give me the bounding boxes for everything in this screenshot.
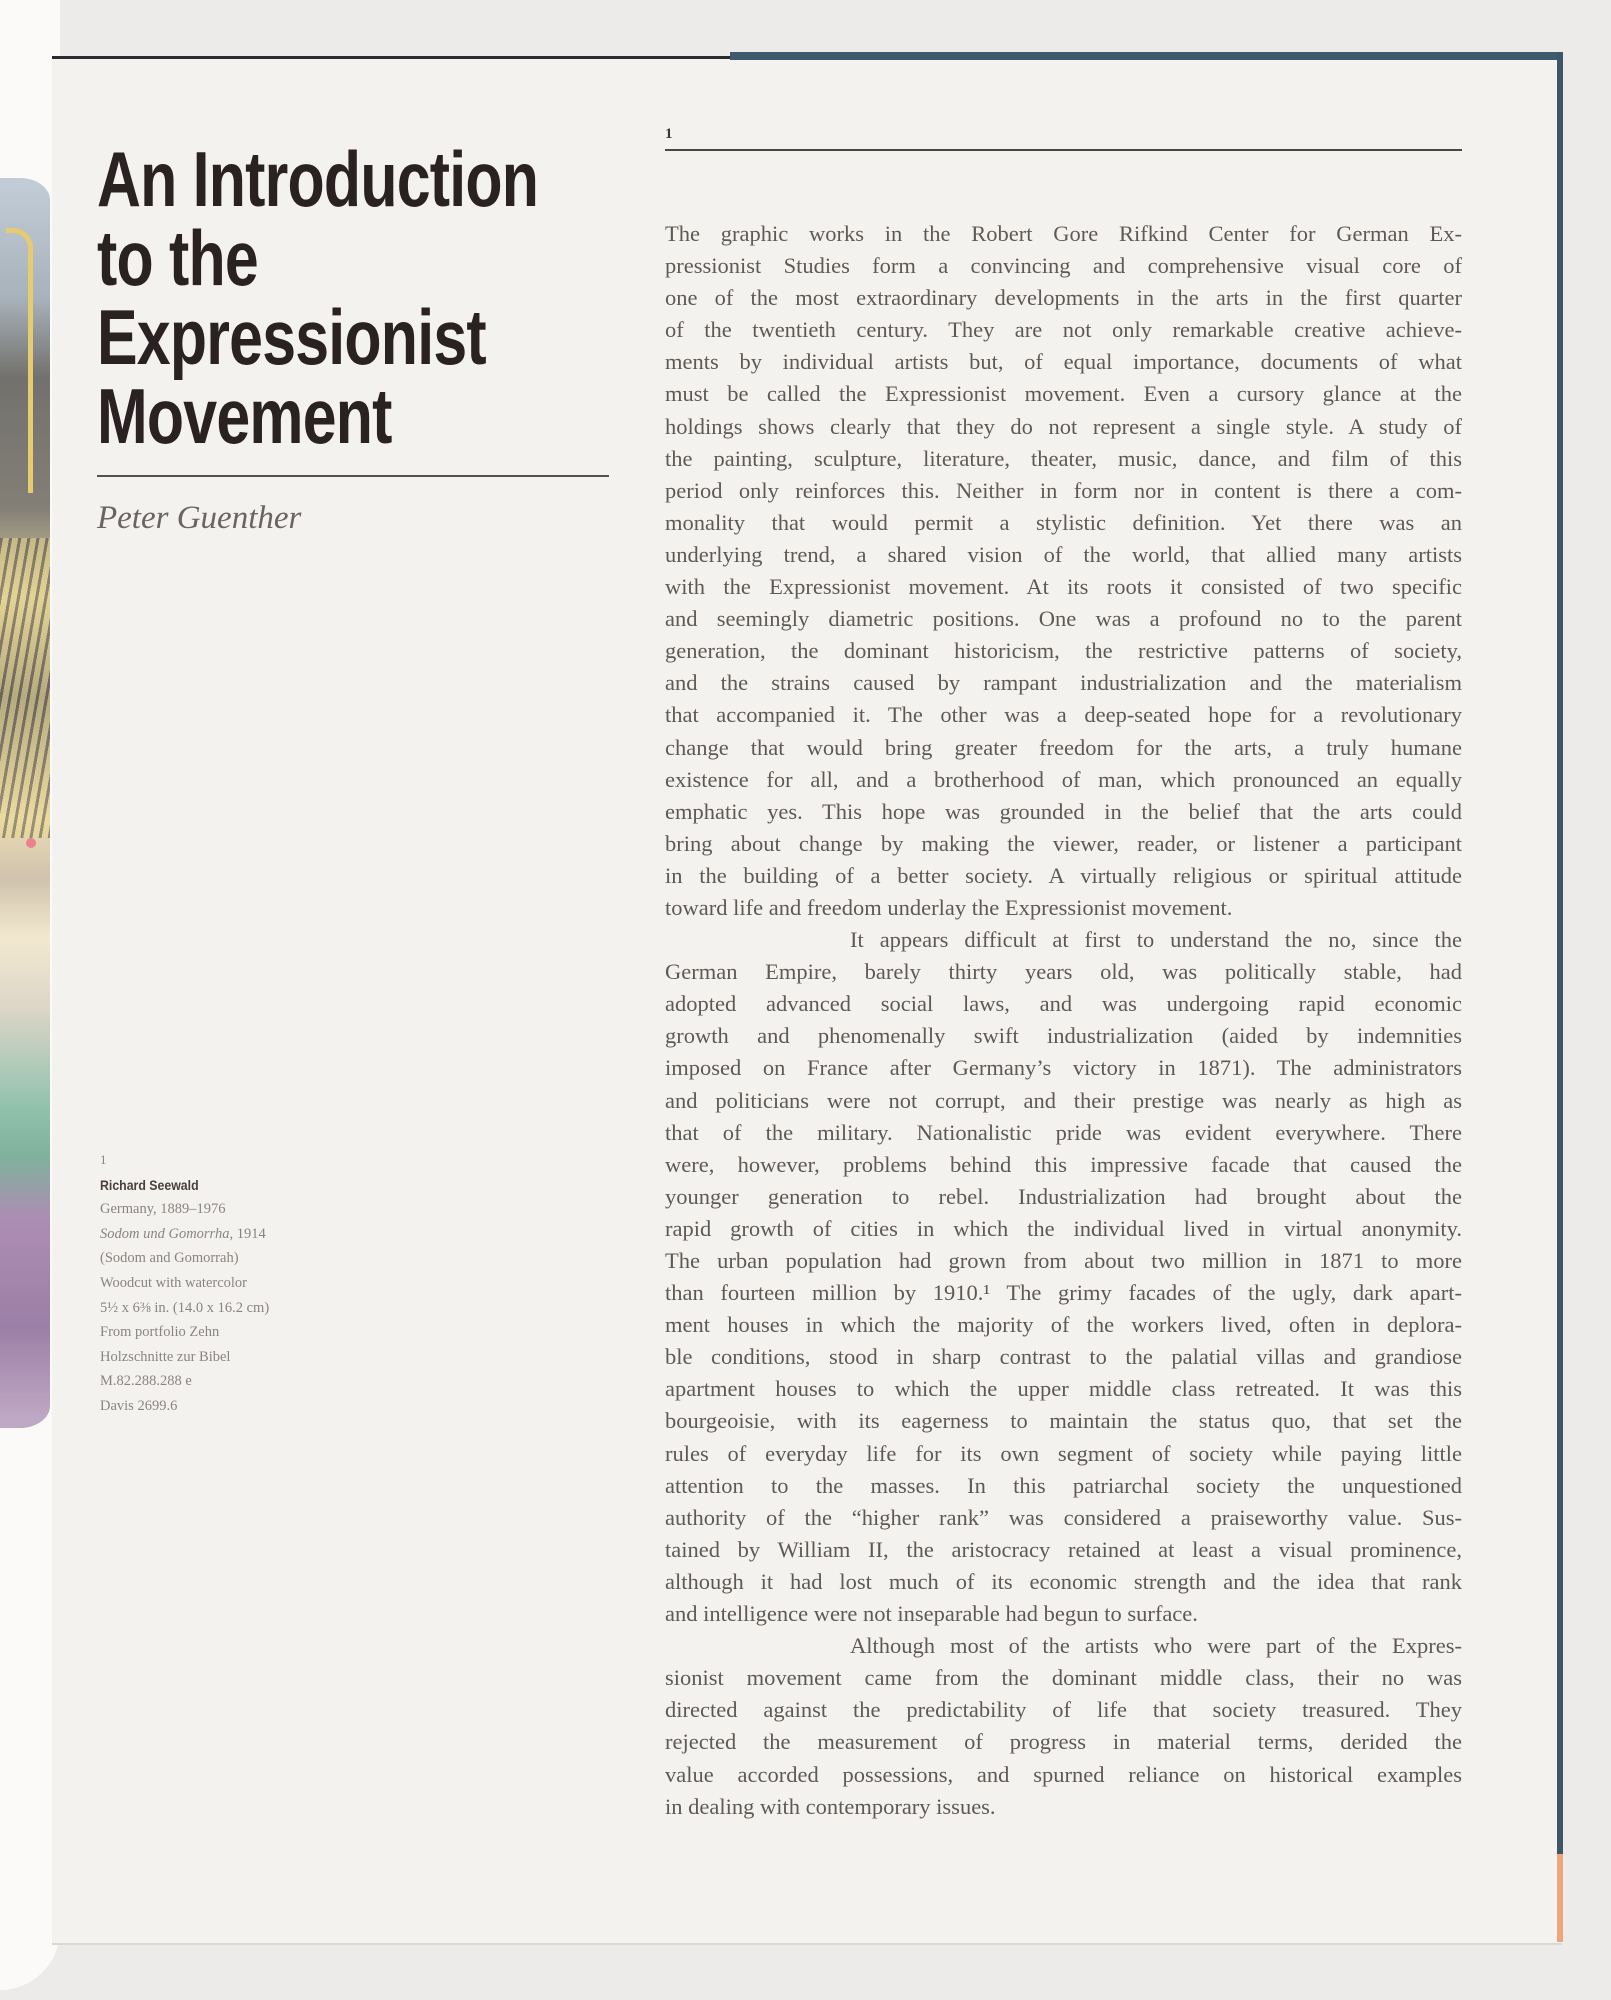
- body-line: growth and phenomenally swift industrialization (aided by indemnities: [665, 1023, 1462, 1049]
- title-line: Expressionist: [97, 293, 486, 381]
- body-line: existence for all, and a brotherhood of man, which pronounced an equally: [665, 766, 1462, 792]
- body-line: and intelligence were not inseparable had begun to surface.: [665, 1601, 1198, 1627]
- caption-translation: (Sodom and Gomorrah): [100, 1250, 239, 1267]
- caption-dimensions: 5½ x 6⅜ in. (14.0 x 16.2 cm): [100, 1299, 270, 1316]
- body-line: in dealing with contemporary issues.: [665, 1793, 996, 1819]
- body-line: emphatic yes. This hope was grounded in the belief that the arts could: [665, 798, 1462, 824]
- caption-accession: M.82.288.288 e: [100, 1373, 192, 1390]
- body-line: were, however, problems behind this impressive facade that caused the: [665, 1151, 1462, 1177]
- body-line: monality that would permit a stylistic definition. Yet there was an: [665, 509, 1462, 535]
- caption-origin: Germany, 1889–1976: [100, 1201, 226, 1218]
- body-line: It appears difficult at first to understand the no, since the: [850, 927, 1462, 953]
- body-line: period only reinforces this. Neither in form nor in content is there a com-: [665, 477, 1462, 503]
- body-line: holdings shows clearly that they do not represent a single style. A study of: [665, 413, 1462, 439]
- body-line: underlying trend, a shared vision of the world, that allied many artists: [665, 541, 1462, 567]
- body-line: that of the military. Nationalistic pride was evident everywhere. There: [665, 1119, 1462, 1145]
- title-line: Movement: [97, 372, 392, 460]
- cover-right-edge-blue: [1557, 52, 1563, 1854]
- body-line: tained by William II, the aristocracy retained at least a visual prominence,: [665, 1536, 1462, 1562]
- background: [0, 0, 1611, 60]
- body-line: toward life and freedom underlay the Expressionist movement.: [665, 894, 1233, 920]
- body-line: rules of everyday life for its own segment of society while paying little: [665, 1440, 1462, 1466]
- woodcut-artwork-edge-icon: [0, 178, 50, 1428]
- body-line: rapid growth of cities in which the individual lived in virtual anonymity.: [665, 1215, 1462, 1241]
- body-line: German Empire, barely thirty years old, was politically stable, had: [665, 959, 1462, 985]
- body-text: [665, 218, 1462, 1823]
- body-line: ble conditions, stood in sharp contrast to the palatial villas and grandiose: [665, 1344, 1462, 1370]
- body-line: directed against the predictability of life that society treasured. They: [665, 1697, 1462, 1723]
- body-line: in the building of a better society. A virtually religious or spiritual attitude: [665, 862, 1462, 888]
- title-line: to the: [97, 214, 258, 302]
- body-line: The urban population had grown from about two million in 1871 to more: [665, 1248, 1462, 1273]
- body-line: attention to the masses. In this patriarchal society the unquestioned: [665, 1472, 1462, 1498]
- author-name: Peter Guenther: [97, 500, 302, 536]
- caption-catalogue: Davis 2699.6: [100, 1397, 178, 1414]
- figure-reference-number: 1: [665, 126, 673, 142]
- title-line: An Introduction: [97, 135, 539, 223]
- caption-artist: Richard Seewald: [100, 1176, 199, 1193]
- body-line: value accorded possessions, and spurned reliance on historical examples: [665, 1761, 1462, 1787]
- body-line: of the twentieth century. They are not only remarkable creative achieve-: [665, 317, 1462, 343]
- caption-year: , 1914: [229, 1225, 266, 1242]
- body-line: Although most of the artists who were part of the Expres-: [850, 1633, 1462, 1659]
- body-line: ments by individual artists but, of equal importance, documents of what: [665, 349, 1462, 375]
- body-line: change that would bring greater freedom for the arts, a truly humane: [665, 734, 1462, 760]
- body-line: The graphic works in the Robert Gore Rifkind Center for German Ex-: [665, 221, 1462, 246]
- caption-number: 1: [100, 1152, 107, 1167]
- page-top-edge: [52, 56, 732, 59]
- caption-title: Sodom und Gomorrha: [100, 1225, 230, 1242]
- artwork-yellow-outline: [6, 228, 33, 493]
- caption-title-line: [100, 1222, 360, 1247]
- body-line: younger generation to rebel. Industrialization had brought about the: [665, 1183, 1462, 1209]
- body-line: one of the most extraordinary developments in the arts in the first quarter: [665, 285, 1462, 311]
- body-line: the painting, sculpture, literature, theater, music, dance, and film of this: [665, 445, 1462, 471]
- cover-top-edge: [730, 52, 1562, 60]
- body-line: sionist movement came from the dominant middle class, their no was: [665, 1665, 1462, 1691]
- body-line: pressionist Studies form a convincing and comprehensive visual core of: [665, 253, 1462, 279]
- body-line: generation, the dominant historicism, the restrictive patterns of society,: [665, 638, 1462, 664]
- section-divider: [665, 149, 1462, 151]
- body-line: and politicians were not corrupt, and their prestige was nearly as high as: [665, 1087, 1462, 1113]
- body-line: must be called the Expressionist movement. Even a cursory glance at the: [665, 381, 1462, 407]
- body-line: ment houses in which the majority of the workers lived, often in deplora-: [665, 1312, 1462, 1338]
- body-line: apartment houses to which the upper middle class retreated. It was this: [665, 1376, 1462, 1402]
- body-line: imposed on France after Germany’s victory in 1871). The administrators: [665, 1055, 1462, 1081]
- figure-caption: [100, 1148, 360, 1419]
- body-line: although it had lost much of its economic strength and the idea that rank: [665, 1568, 1462, 1594]
- body-line: with the Expressionist movement. At its roots it consisted of two specific: [665, 574, 1462, 600]
- body-line: adopted advanced social laws, and was undergoing rapid economic: [665, 991, 1462, 1017]
- title-divider: [97, 475, 609, 477]
- body-line: bourgeoisie, with its eagerness to maintain the status quo, that set the: [665, 1408, 1462, 1434]
- artwork-pink-dot: [26, 838, 36, 848]
- body-line: than fourteen million by 1910.¹ The grimy facades of the ugly, dark apart-: [665, 1280, 1462, 1306]
- chapter-title: [97, 135, 539, 460]
- body-line: authority of the “higher rank” was considered a praiseworthy value. Sus-: [665, 1504, 1462, 1530]
- caption-source: Holzschnitte zur Bibel: [100, 1348, 231, 1365]
- body-line: that accompanied it. The other was a deep-seated hope for a revolutionary: [665, 702, 1462, 728]
- body-line: and seemingly diametric positions. One was a profound no to the parent: [665, 606, 1462, 632]
- body-line: bring about change by making the viewer, reader, or listener a participant: [665, 830, 1462, 856]
- body-line: and the strains caused by rampant industrialization and the materialism: [665, 670, 1462, 696]
- body-line: rejected the measurement of progress in material terms, derided the: [665, 1729, 1462, 1755]
- cover-right-edge-orange: [1557, 1854, 1563, 1942]
- caption-medium: Woodcut with watercolor: [100, 1274, 248, 1291]
- caption-source: From portfolio Zehn: [100, 1324, 220, 1341]
